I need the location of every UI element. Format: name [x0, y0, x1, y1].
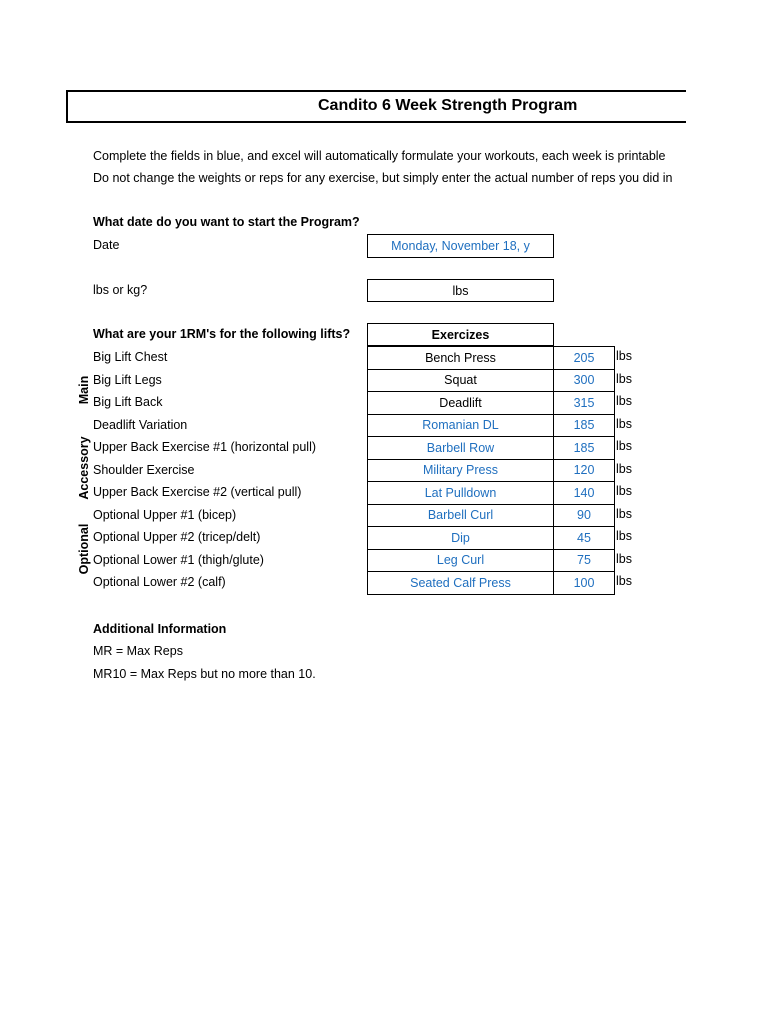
date-label: Date [93, 238, 120, 252]
group-label-main: Main [77, 375, 91, 405]
unit-label: lbs [616, 439, 632, 453]
lift-label: Deadlift Variation [93, 417, 188, 432]
unit-label: lbs [616, 551, 632, 566]
start-date-question: What date do you want to start the Program? [93, 215, 360, 229]
additional-info-line-2: MR10 = Max Reps but no more than 10. [93, 667, 316, 681]
page-title: Candito 6 Week Strength Program [318, 97, 578, 114]
instruction-line-2: Do not change the weights or reps for any exercise, but simply enter the actual number of reps you did in [93, 171, 673, 185]
group-label-accessory: Accessory [77, 436, 91, 500]
exercise-cell[interactable]: Romanian DL [367, 414, 554, 438]
group-label-optional: Optional [77, 523, 91, 575]
exercise-cell[interactable]: Military Press [367, 459, 554, 483]
one-rep-max-input[interactable]: 315 [553, 391, 615, 415]
one-rep-max-input[interactable]: 100 [553, 571, 615, 595]
instruction-line-1: Complete the fields in blue, and excel will automatically formulate your workouts, each week is printable [93, 149, 666, 163]
exercise-cell: Deadlift [367, 391, 554, 415]
one-rep-max-input[interactable]: 120 [553, 459, 615, 483]
lift-label: Big Lift Back [93, 395, 163, 409]
unit-label: lbs [616, 416, 632, 431]
lift-label: Upper Back Exercise #1 (horizontal pull) [93, 440, 317, 454]
one-rep-max-input[interactable]: 300 [553, 369, 615, 393]
units-input[interactable]: lbs [367, 279, 554, 302]
exercises-column-header: Exercizes [367, 323, 554, 346]
one-rep-max-input[interactable]: 75 [553, 549, 615, 573]
exercise-cell: Bench Press [367, 346, 554, 370]
lift-label: Optional Lower #1 (thigh/glute) [93, 552, 264, 567]
exercise-cell[interactable]: Barbell Row [367, 436, 554, 460]
unit-label: lbs [616, 506, 632, 521]
exercise-cell[interactable]: Barbell Curl [367, 504, 554, 528]
unit-label: lbs [616, 484, 632, 498]
lift-label: Optional Upper #2 (tricep/delt) [93, 530, 261, 544]
unit-label: lbs [616, 529, 632, 543]
one-rep-max-input[interactable]: 140 [553, 481, 615, 505]
unit-label: lbs [616, 461, 632, 476]
one-rep-max-input[interactable]: 90 [553, 504, 615, 528]
exercise-cell[interactable]: Leg Curl [367, 549, 554, 573]
lift-label: Shoulder Exercise [93, 462, 195, 477]
one-rep-max-input[interactable]: 45 [553, 526, 615, 550]
lift-label: Big Lift Legs [93, 372, 162, 387]
lift-label: Optional Lower #2 (calf) [93, 575, 226, 589]
lift-label: Big Lift Chest [93, 350, 168, 364]
lifts-question: What are your 1RM's for the following lifts? [93, 327, 351, 341]
exercise-cell: Squat [367, 369, 554, 393]
unit-label: lbs [616, 349, 632, 363]
exercise-cell[interactable]: Dip [367, 526, 554, 550]
exercise-cell[interactable]: Lat Pulldown [367, 481, 554, 505]
exercise-cell[interactable]: Seated Calf Press [367, 571, 554, 595]
additional-info-heading: Additional Information [93, 622, 227, 636]
lift-label: Optional Upper #1 (bicep) [93, 507, 237, 522]
one-rep-max-input[interactable]: 185 [553, 436, 615, 460]
start-date-input[interactable]: Monday, November 18, y [367, 234, 554, 258]
one-rep-max-input[interactable]: 185 [553, 414, 615, 438]
additional-info-line-1: MR = Max Reps [93, 644, 183, 658]
units-label: lbs or kg? [93, 283, 148, 297]
lift-label: Upper Back Exercise #2 (vertical pull) [93, 485, 302, 499]
title-box [66, 90, 686, 123]
unit-label: lbs [616, 574, 632, 588]
unit-label: lbs [616, 371, 632, 386]
one-rep-max-input[interactable]: 205 [553, 346, 615, 370]
unit-label: lbs [616, 394, 632, 408]
